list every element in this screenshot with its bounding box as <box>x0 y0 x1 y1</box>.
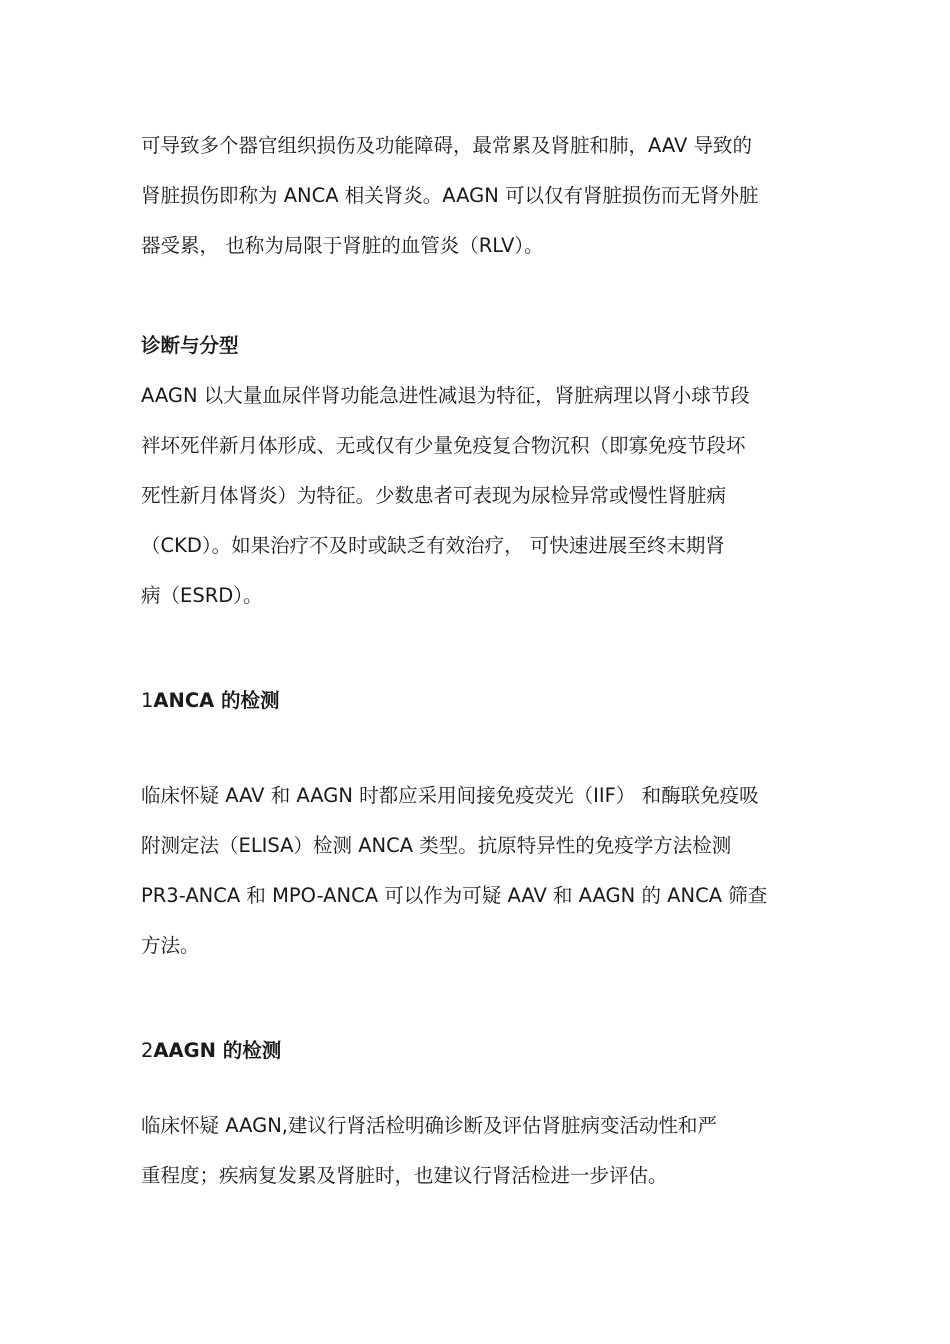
paragraph-line: 方法。 <box>141 934 200 957</box>
intro-paragraph <box>141 121 821 271</box>
section-title: AAGN 的检测 <box>153 1039 282 1062</box>
section-number: 1 <box>141 689 154 712</box>
section-aagn-body <box>141 1101 821 1201</box>
section-anca-heading <box>141 676 821 726</box>
paragraph-line: 器受累， 也称为局限于肾脏的血管炎（RLV）。 <box>141 234 544 257</box>
section-heading-anca <box>141 676 821 726</box>
section-title: ANCA 的检测 <box>153 689 280 712</box>
paragraph-line: 肾脏损伤即称为 ANCA 相关肾炎。AAGN 可以仅有肾脏损伤而无肾外脏 <box>141 184 759 207</box>
paragraph-line: AAGN 以大量血尿伴肾功能急进性减退为特征，肾脏病理以肾小球节段 <box>141 384 750 407</box>
paragraph-line: 附测定法（ELISA）检测 ANCA 类型。抗原特异性的免疫学方法检测 <box>141 834 732 857</box>
paragraph-line: （CKD）。如果治疗不及时或缺乏有效治疗， 可快速进展至终末期肾 <box>141 534 725 557</box>
paragraph-line: PR3-ANCA 和 MPO-ANCA 可以作为可疑 AAV 和 AAGN 的 ANCA 筛查 <box>141 884 768 907</box>
section-heading-aagn <box>141 1026 821 1076</box>
section-aagn-heading <box>141 1026 821 1076</box>
section-number: 2 <box>141 1039 154 1062</box>
paragraph-line: 重程度；疾病复发累及肾脏时，也建议行肾活检进一步评估。 <box>141 1164 668 1187</box>
section-anca-body <box>141 771 821 971</box>
section-heading-diagnosis: 诊断与分型 <box>141 334 239 357</box>
paragraph-line: 病（ESRD）。 <box>141 584 263 607</box>
paragraph-line: 临床怀疑 AAV 和 AAGN 时都应采用间接免疫荧光（IIF） 和酶联免疫吸 <box>141 784 759 807</box>
paragraph-line: 袢坏死伴新月体形成、无或仅有少量免疫复合物沉积（即寡免疫节段坏 <box>141 434 746 457</box>
paragraph-line: 可导致多个器官组织损伤及功能障碍，最常累及肾脏和肺，AAV 导致的 <box>141 134 753 157</box>
section-diagnosis <box>141 321 821 621</box>
paragraph-line: 死性新月体肾炎）为特征。少数患者可表现为尿检异常或慢性肾脏病 <box>141 484 727 507</box>
paragraph-line: 临床怀疑 AAGN,建议行肾活检明确诊断及评估肾脏病变活动性和严 <box>141 1114 717 1137</box>
